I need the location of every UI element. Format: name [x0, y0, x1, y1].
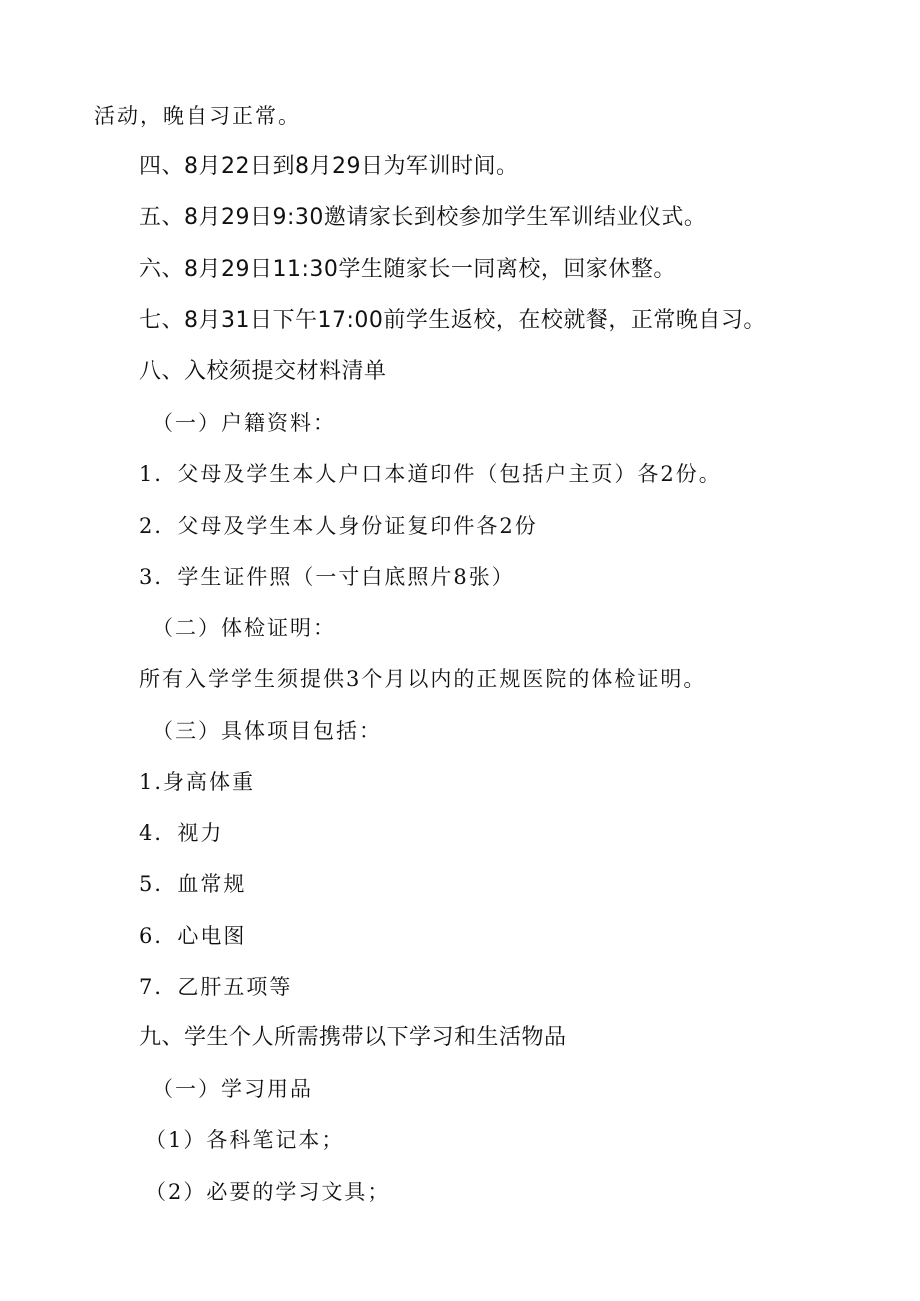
subsection-heading: （一）学习用品	[152, 1077, 313, 1101]
list-item: 6．心电图	[139, 924, 247, 948]
list-item: （1）各科笔记本；	[145, 1128, 345, 1152]
section-heading: 九、学生个人所需携带以下学习和生活物品	[139, 1025, 567, 1050]
list-item: （2）必要的学习文具；	[145, 1180, 391, 1204]
subsection-heading: （一）户籍资料：	[152, 411, 336, 435]
paragraph-line: 活动，晚自习正常。	[94, 104, 301, 128]
list-item: 3．学生证件照（一寸白底照片8张）	[139, 565, 515, 589]
section-heading: 八、入校须提交材料清单	[139, 359, 387, 384]
list-item: 7．乙肝五项等	[139, 975, 293, 999]
list-item: 4．视力	[139, 821, 224, 845]
section-heading: 六、8月29日11:30学生随家长一同离校，回家休整。	[139, 257, 676, 282]
list-item: 2．父母及学生本人身份证复印件各2份	[139, 514, 538, 538]
subsection-heading: （三）具体项目包括：	[152, 719, 382, 743]
section-heading: 五、8月29日9:30邀请家长到校参加学生军训结业仪式。	[139, 205, 707, 230]
paragraph-line: 所有入学学生须提供3个月以内的正规医院的体检证明。	[139, 667, 707, 691]
section-heading: 七、8月31日下午17:00前学生返校，在校就餐，正常晚自习。	[139, 308, 766, 333]
list-item: 5．血常规	[139, 872, 247, 896]
list-item: 1.身高体重	[139, 770, 256, 794]
section-heading: 四、8月22日到8月29日为军训时间。	[139, 154, 519, 179]
list-item: 1．父母及学生本人户口本道印件（包括户主页）各2份。	[139, 462, 722, 486]
subsection-heading: （二）体检证明：	[152, 616, 336, 640]
